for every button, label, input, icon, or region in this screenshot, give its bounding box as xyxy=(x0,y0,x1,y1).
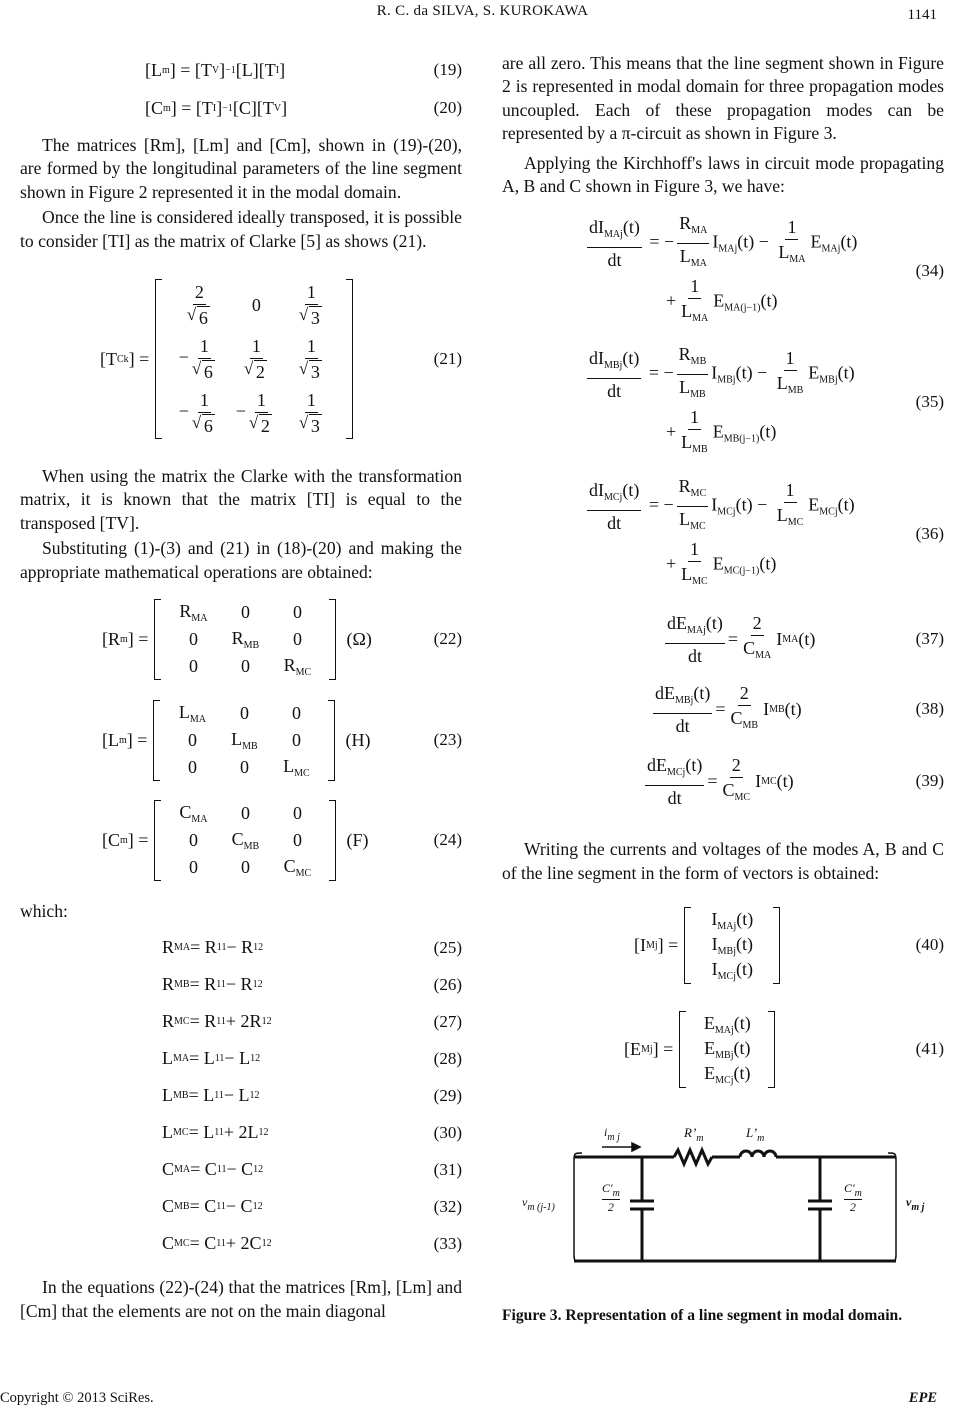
equation-27: R MC = R 11 + 2R 12 (27) xyxy=(162,1011,462,1032)
current-label: $i_{m j}$ xyxy=(604,1125,620,1144)
equation-21: [T Ck ] = 2 √ 6 0 1 √ 3 − 1 √ 6 1 √ 2 1 √ 3 − 1 √ 6 − 1 √ 2 1 √ 3 (21) xyxy=(20,259,462,459)
page-number: 1141 xyxy=(907,7,937,23)
equation-40: [I Mj ] = $I_{MAj}(t)$ $I_{MBj}(t)$ $I_{MCj}(t)$ (40) xyxy=(634,908,944,982)
paragraph: Writing the currents and voltages of the modes A, B and C of the line segment in the form of vectors is obtained: xyxy=(502,839,944,883)
pi-circuit-diagram xyxy=(502,1123,944,1291)
equation-26: R MB = R 11 − R 12 (26) xyxy=(162,974,462,995)
equation-35: $\frac{dI_{MBj}(t)}{dt}$ = − $\frac{R_{MB}}{L_{MB}}$ $I_{MBj}(t)$ − $\frac{1}{L_{MB}}$ $E_{MBj}(t)$ + $\frac{1}{L_{MB}}$ $E_{MB(j-1)}(t)$ (35) xyxy=(589,344,944,456)
equation-37: $\frac{dE_{MAj}(t)}{dt}$ = $\frac{2}{C_{MA}}$ I MA (t) (37) xyxy=(667,612,944,666)
equation-34: $\frac{dI_{MAj}(t)}{dt}$ = − $\frac{R_{MA}}{L_{MA}}$ $I_{MAj}(t)$ − $\frac{1}{L_{MA}}$ $E_{MAj}(t)$ + $\frac{1}{L_{MA}}$ $E_{MA(j-1)}(t)$ (34) xyxy=(589,213,944,325)
equation-23: [L m ] = $L_{MA}$ 0 0 0 $L_{MB}$ 0 0 0 $L_{MC}$ (H) (23) xyxy=(102,701,462,779)
right-capacitor-label: $C'_m$ 2 xyxy=(844,1181,862,1215)
figure-3-circuit xyxy=(502,1123,944,1291)
right-column xyxy=(502,52,944,1326)
figure-caption: Figure 3. Representation of a line segment in modal domain. xyxy=(502,1307,903,1325)
paragraph: Once the line is considered ideally transposed, it is possible to consider [TI] as the matrix of Clarke [5] as shows (21). xyxy=(20,207,462,251)
paragraph: are all zero. This means that the line segment shown in Figure 2 is represented in modal domain for three propagation modes uncoupled. Each of these propagation modes can be represented by a π-circuit as shown in Figure 3. xyxy=(502,53,944,144)
equation-30: L MC = L 11 + 2L 12 (30) xyxy=(162,1122,462,1143)
equation-38: $\frac{dE_{MBj}(t)}{dt}$ = $\frac{2}{C_{MB}}$ I MB (t) (38) xyxy=(655,682,944,736)
equation-28: L MA = L 11 − L 12 (28) xyxy=(162,1048,462,1069)
left-column xyxy=(20,52,462,1323)
equation-36: $\frac{dI_{MCj}(t)}{dt}$ = − $\frac{R_{MC}}{L_{MC}}$ $I_{MCj}(t)$ − $\frac{1}{L_{MC}}$ $E_{MCj}(t)$ + $\frac{1}{L_{MC}}$ $E_{MC(j-1)}(t)$ (36) xyxy=(589,476,944,588)
right-voltage-label: $v_{m j}$ xyxy=(906,1195,925,1214)
paragraph: When using the matrix the Clarke with the transformation matrix, it is known that the matrix [TI] is equal to the transposed [TV]. xyxy=(20,466,462,533)
equation-24: [C m ] = $C_{MA}$ 0 0 0 $C_{MB}$ 0 0 0 $C_{MC}$ (F) (24) xyxy=(102,801,462,879)
left-voltage-label: $v_{m (j-1)}$ xyxy=(522,1195,555,1214)
equation-32: C MB = C 11 − C 12 (32) xyxy=(162,1196,462,1217)
paragraph: Applying the Kirchhoff's laws in circuit mode propagating A, B and C shown in Figure 3, we have: xyxy=(502,152,944,197)
footer-copyright: Copyright © 2013 SciRes. xyxy=(0,1390,154,1406)
paragraph: which: xyxy=(20,901,68,922)
equation-33: C MC = C 11 + 2C 12 (33) xyxy=(162,1233,462,1254)
equation-25: R MA = R 11 − R 12 (25) xyxy=(162,937,462,958)
equation-31: C MA = C 11 − C 12 (31) xyxy=(162,1159,462,1180)
resistor-label: $R’_m$ xyxy=(684,1125,704,1145)
equation-29: L MB = L 11 − L 12 (29) xyxy=(162,1085,462,1106)
equation-20: [C m ] = [T I ] −1 [C][T V ] (20) xyxy=(145,97,462,118)
left-capacitor-label: $C'_m$ 2 xyxy=(602,1181,620,1215)
running-header: R. C. da SILVA, S. KUROKAWA xyxy=(376,3,589,19)
paragraph: The matrices [Rm], [Lm] and [Cm], shown in (19)-(20), are formed by the longitudinal parameters of the line segment shown in Figure 2 represented it in the modal domain. xyxy=(20,135,462,202)
equation-22: [R m ] = $R_{MA}$ 0 0 0 $R_{MB}$ 0 0 0 $R_{MC}$ (Ω) (22) xyxy=(102,600,462,678)
paragraph: In the equations (22)-(24) that the matrices [Rm], [Lm] and [Cm] that the elements are not on the main diagonal xyxy=(20,1277,462,1321)
inductor-label: $L’_m$ xyxy=(746,1125,765,1145)
paragraph: Substituting (1)-(3) and (21) in (18)-(20) and making the appropriate mathematical operations are obtained: xyxy=(20,538,462,582)
footer-journal: EPE xyxy=(908,1390,937,1406)
equation-39: $\frac{dE_{MCj}(t)}{dt}$ = $\frac{2}{C_{MC}}$ I MC (t) (39) xyxy=(647,754,944,808)
equation-19: [L m ] = [T V ] −1 [L][T I ] (19) xyxy=(145,59,462,80)
equation-41: [E Mj ] = $E_{MAj}(t)$ $E_{MBj}(t)$ $E_{MCj}(t)$ (41) xyxy=(624,1012,944,1086)
